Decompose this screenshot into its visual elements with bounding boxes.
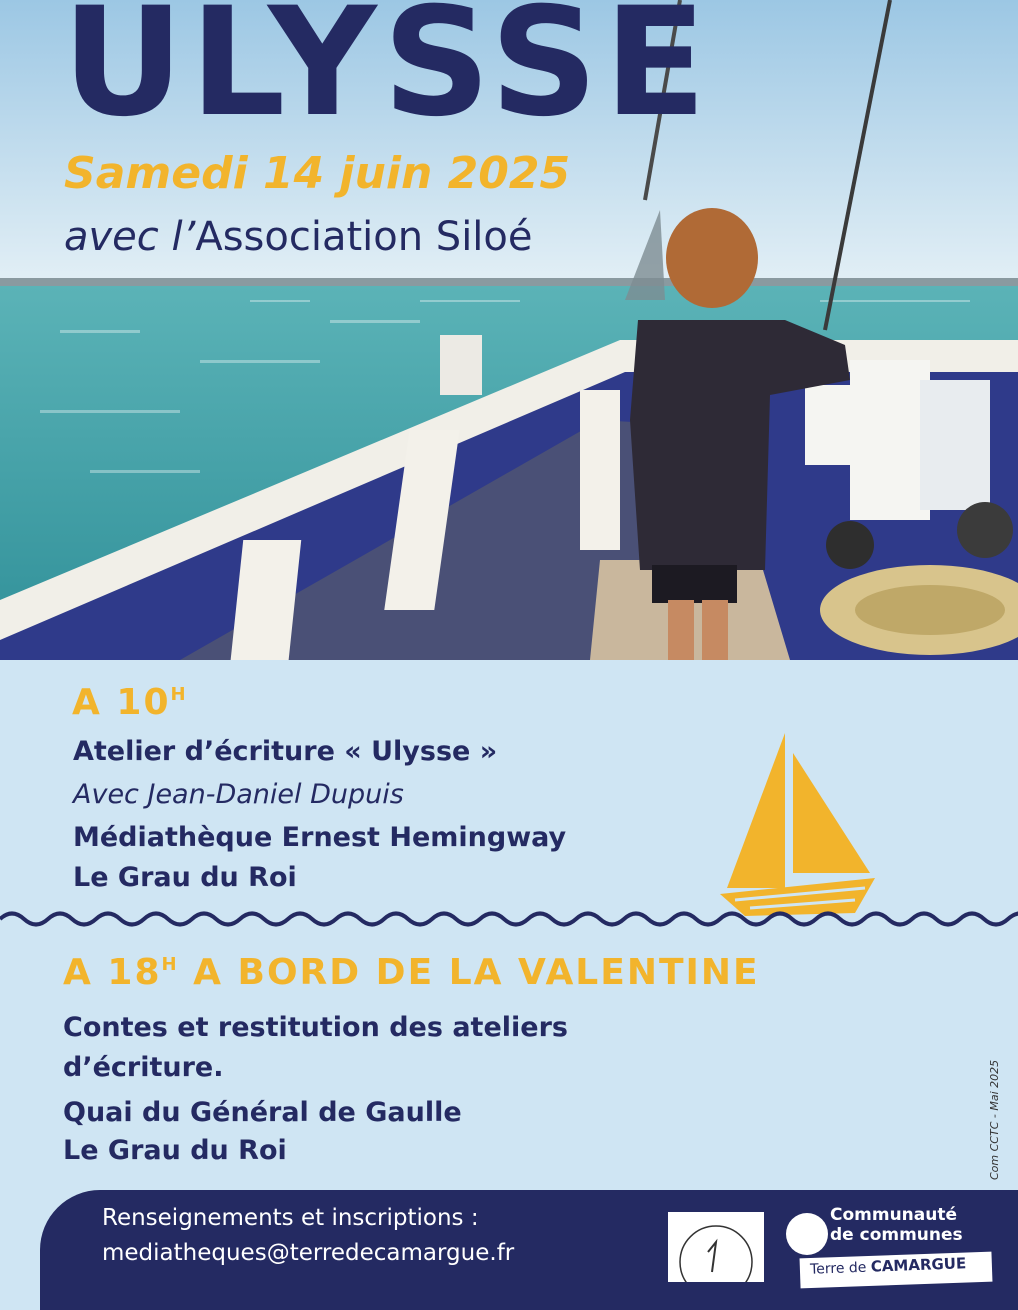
library-logo bbox=[668, 1212, 764, 1282]
association-prefix: avec l’ bbox=[64, 214, 196, 260]
evening-line-4: Le Grau du Roi bbox=[63, 1135, 287, 1166]
evening-line-3: Quai du Général de Gaulle bbox=[63, 1097, 462, 1128]
community-logo-text bbox=[830, 1205, 963, 1245]
community-logo-line-1: Communauté bbox=[830, 1205, 958, 1225]
morning-time-heading bbox=[72, 682, 188, 723]
evening-time: A 18 bbox=[63, 952, 162, 993]
community-logo-line-3: Terre de bbox=[809, 1259, 867, 1278]
event-title: ULYSSE bbox=[62, 0, 713, 150]
morning-time: A 10 bbox=[72, 682, 171, 723]
community-logo-mark bbox=[786, 1213, 828, 1255]
evening-heading bbox=[63, 952, 760, 993]
community-logo-line-2: de communes bbox=[830, 1225, 963, 1245]
morning-line-3: Médiathèque Ernest Hemingway bbox=[73, 822, 567, 853]
morning-time-suffix: H bbox=[170, 684, 188, 705]
evening-time-suffix: H bbox=[161, 954, 179, 975]
wave-divider bbox=[0, 908, 1018, 930]
evening-heading-rest: A BORD DE LA VALENTINE bbox=[178, 952, 760, 993]
association-name: Association Siloé bbox=[195, 214, 533, 260]
library-logo-mark bbox=[668, 1212, 764, 1282]
morning-line-1: Atelier d’écriture « Ulysse » bbox=[73, 736, 498, 767]
morning-line-2: Avec Jean-Daniel Dupuis bbox=[73, 779, 404, 810]
sailboat-icon bbox=[715, 728, 880, 923]
morning-line-4: Le Grau du Roi bbox=[73, 862, 297, 893]
evening-line-2: d’écriture. bbox=[63, 1052, 224, 1083]
evening-line-1: Contes et restitution des ateliers bbox=[63, 1012, 568, 1043]
event-date: Samedi 14 juin 2025 bbox=[64, 148, 571, 199]
association-line bbox=[64, 214, 533, 260]
contact-email[interactable]: mediatheques@terredecamargue.fr bbox=[102, 1240, 515, 1266]
community-logo bbox=[786, 1205, 998, 1278]
design-credit: Com CCTC - Mai 2025 bbox=[988, 1059, 1001, 1180]
info-label: Renseignements et inscriptions : bbox=[102, 1205, 479, 1231]
community-logo-line-4: CAMARGUE bbox=[870, 1254, 967, 1276]
